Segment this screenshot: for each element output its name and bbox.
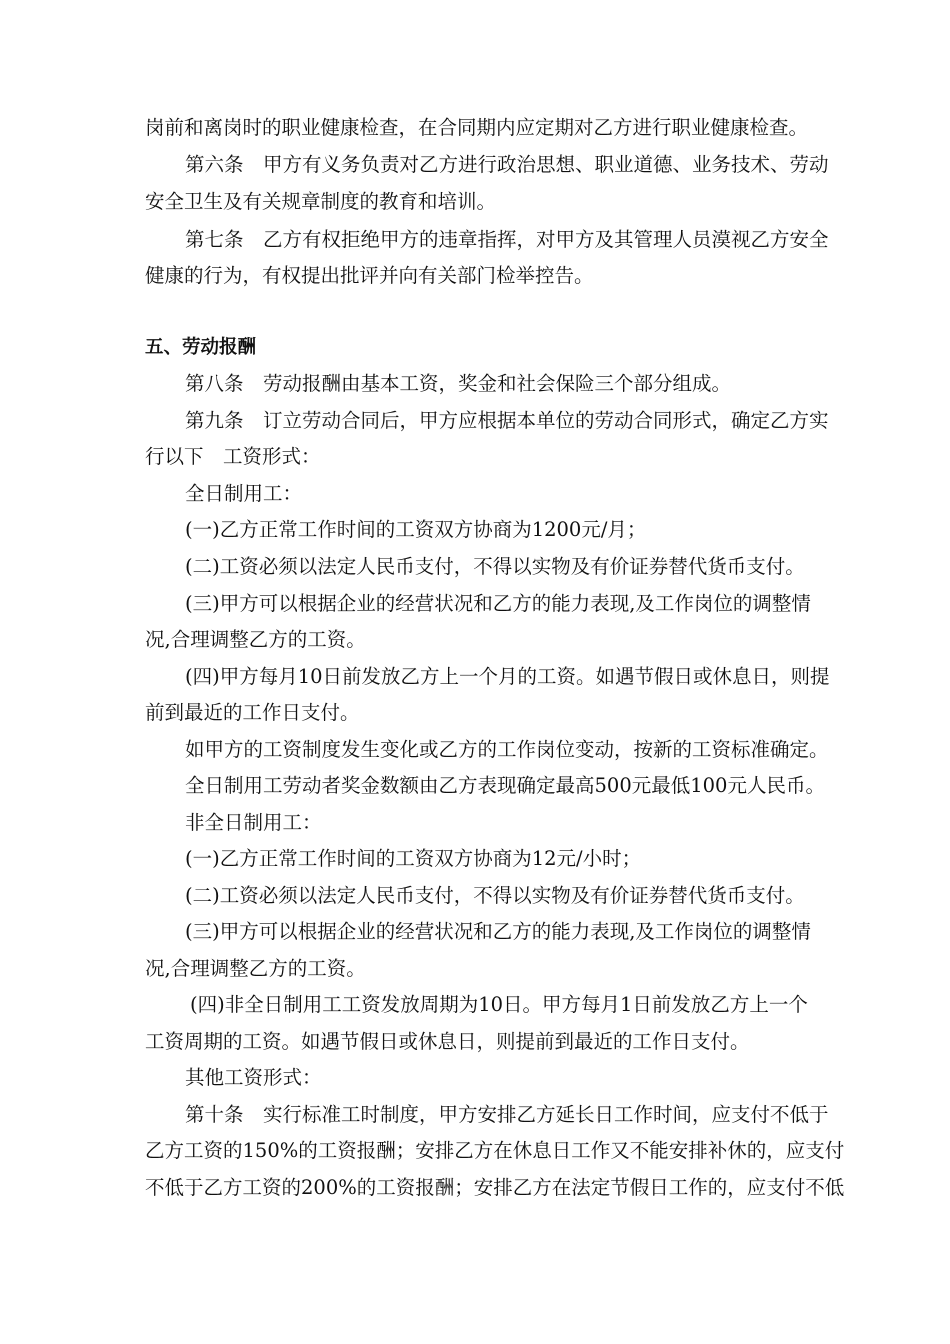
text-line: (四)非全日制用工工资发放周期为10日。甲方每月1日前发放乙方上一个 [190, 993, 808, 1016]
text-line: 乙方工资的150%的工资报酬；安排乙方在休息日工作又不能安排补休的，应支付 [145, 1139, 845, 1162]
text-line: 第十条 实行标准工时制度，甲方安排乙方延长日工作时间，应支付不低于 [185, 1103, 829, 1126]
text-line: 第七条 乙方有权拒绝甲方的违章指挥，对甲方及其管理人员漠视乙方安全 [185, 228, 829, 251]
text-line: 工资周期的工资。如遇节假日或休息日，则提前到最近的工作日支付。 [145, 1030, 750, 1053]
section-heading: 五、劳动报酬 [145, 337, 257, 358]
text-line: 健康的行为，有权提出批评并向有关部门检举控告。 [145, 264, 594, 287]
text-line: 况,合理调整乙方的工资。 [145, 957, 366, 980]
text-line: (三)甲方可以根据企业的经营状况和乙方的能力表现,及工作岗位的调整情 [185, 592, 811, 615]
text-line: 第九条 订立劳动合同后，甲方应根据本单位的劳动合同形式，确定乙方实 [185, 409, 829, 432]
text-line: (一)乙方正常工作时间的工资双方协商为12元/小时； [185, 847, 642, 870]
text-line: 其他工资形式： [185, 1066, 322, 1089]
text-line: (二)工资必须以法定人民币支付，不得以实物及有价证券替代货币支付。 [185, 555, 805, 578]
text-line: 第八条 劳动报酬由基本工资，奖金和社会保险三个部分组成。 [185, 372, 732, 395]
text-line: 行以下 工资形式： [145, 445, 321, 468]
text-line: 第六条 甲方有义务负责对乙方进行政治思想、职业道德、业务技术、劳动 [185, 153, 829, 176]
text-line: 非全日制用工： [185, 811, 322, 834]
text-line: 如甲方的工资制度发生变化或乙方的工作岗位变动，按新的工资标准确定。 [185, 738, 829, 761]
text-line: 前到最近的工作日支付。 [145, 701, 360, 724]
text-line: (三)甲方可以根据企业的经营状况和乙方的能力表现,及工作岗位的调整情 [185, 920, 811, 943]
text-line: 安全卫生及有关规章制度的教育和培训。 [145, 190, 497, 213]
text-line: 况,合理调整乙方的工资。 [145, 628, 366, 651]
text-line: (四)甲方每月10日前发放乙方上一个月的工资。如遇节假日或休息日，则提 [185, 665, 830, 688]
text-line: 岗前和离岗时的职业健康检查，在合同期内应定期对乙方进行职业健康检查。 [145, 116, 809, 139]
text-line: 全日制用工劳动者奖金数额由乙方表现确定最高500元最低100元人民币。 [185, 774, 825, 797]
text-line: (二)工资必须以法定人民币支付，不得以实物及有价证券替代货币支付。 [185, 884, 805, 907]
text-line: 全日制用工： [185, 482, 303, 505]
text-line: (一)乙方正常工作时间的工资双方协商为1200元/月； [185, 518, 647, 541]
text-line: 不低于乙方工资的200%的工资报酬；安排乙方在法定节假日工作的，应支付不低 [145, 1176, 845, 1199]
